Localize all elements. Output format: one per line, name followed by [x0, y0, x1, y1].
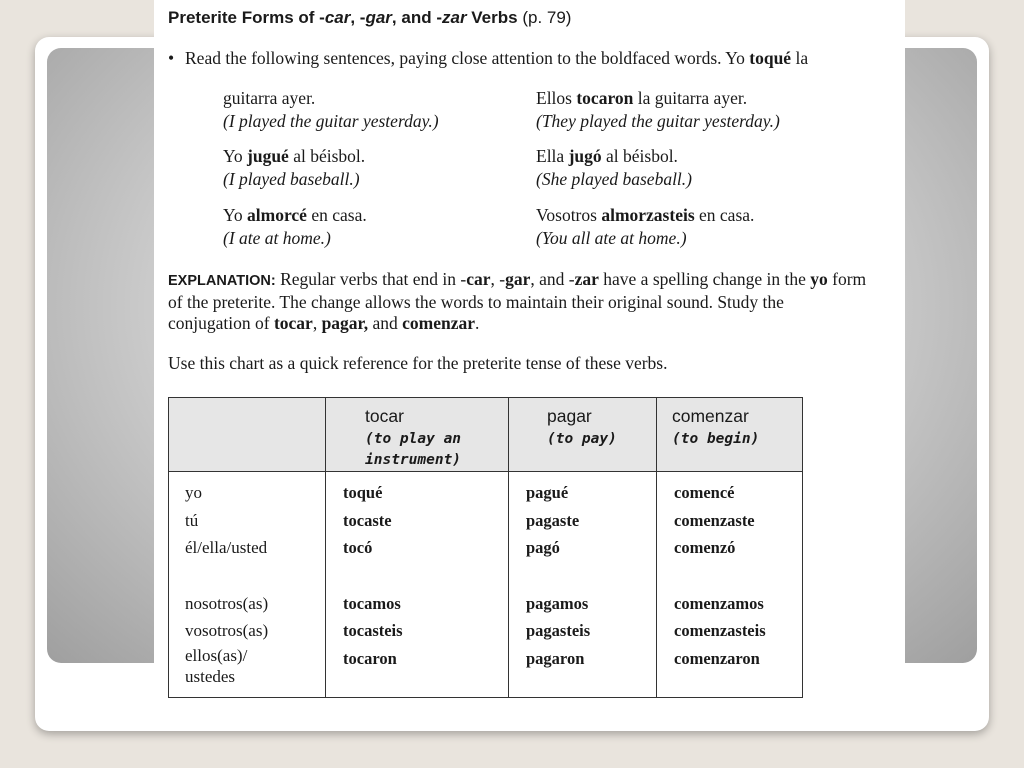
example-text: Ellos	[536, 88, 577, 108]
table-header-pagar	[509, 398, 657, 472]
pagar-column	[509, 472, 657, 698]
pronoun: yo	[185, 483, 202, 502]
conjugation: pagó	[526, 538, 560, 557]
conjugation: pagamos	[526, 593, 589, 613]
table-body-row	[169, 472, 803, 698]
pronoun: nosotros(as)	[185, 593, 269, 613]
example-right-3	[536, 204, 754, 250]
example-bold-verb: almorzasteis	[601, 205, 695, 225]
conjugation: comenzaron	[674, 648, 760, 668]
explanation-text: Regular verbs that end in -	[275, 269, 467, 289]
example-text-end: en casa.	[694, 205, 755, 225]
tocar-column	[326, 472, 509, 698]
heading-suffix: Verbs	[466, 8, 523, 27]
conjugation: comenzó	[674, 538, 736, 557]
column-gloss: (to begin)	[672, 431, 760, 447]
page-heading	[168, 8, 571, 28]
table-header-tocar	[326, 398, 509, 472]
row-gap	[343, 562, 508, 590]
heading-car: car	[324, 8, 351, 27]
conjugation: tocó	[343, 538, 373, 557]
example-bold-verb: jugó	[568, 146, 602, 166]
column-verb: tocar	[365, 406, 404, 426]
column-gloss: (to pay)	[547, 431, 617, 447]
example-text-end: al béisbol.	[288, 146, 366, 166]
explanation-text: .	[475, 313, 480, 333]
example-bold-verb: tocaron	[576, 88, 634, 108]
example-translation: (She played baseball.)	[536, 169, 692, 189]
example-left-3	[223, 204, 367, 250]
explanation-text: , -	[490, 269, 506, 289]
textbook-page	[154, 0, 905, 731]
example-text-end: en casa.	[306, 205, 367, 225]
example-text: Yo	[223, 146, 248, 166]
column-gloss: (to play an instrument)	[365, 431, 462, 468]
example-text: guitarra ayer.	[223, 88, 316, 108]
verb-comenzar: comenzar	[402, 313, 476, 333]
conjugation: pagué	[526, 483, 569, 502]
example-text: Vosotros	[536, 205, 602, 225]
example-translation: (I ate at home.)	[223, 228, 331, 248]
example-right-1	[536, 87, 780, 133]
example-right-2	[536, 145, 692, 191]
example-translation: (They played the guitar yesterday.)	[536, 111, 780, 131]
row-gap	[674, 562, 802, 590]
heading-gar: gar	[365, 8, 392, 27]
example-bold-verb: jugué	[247, 146, 289, 166]
conjugation: pagaron	[526, 648, 585, 668]
heading-prefix: Preterite Forms of -	[168, 8, 325, 27]
conjugation: comenzamos	[674, 593, 764, 613]
instruction-bullet	[168, 48, 808, 69]
pronoun: él/ella/usted	[185, 538, 268, 557]
conjugation: tocaron	[343, 648, 397, 668]
example-left-2	[223, 145, 365, 191]
heading-zar: zar	[441, 8, 467, 27]
explanation-text: form of the preterite. The change allows the words to maintain their original sound. Study the conjugation of	[168, 269, 867, 333]
ending-zar: zar	[574, 269, 599, 289]
example-translation: (I played the guitar yesterday.)	[223, 111, 439, 131]
conjugation: comenzaste	[674, 510, 755, 530]
example-translation: (I played baseball.)	[223, 169, 360, 189]
example-text: Yo	[223, 205, 248, 225]
ending-gar: gar	[505, 269, 531, 289]
explanation-text: ,	[312, 313, 322, 333]
table-header-comenzar	[657, 398, 803, 472]
conjugation: comencé	[674, 483, 735, 502]
conjugation: tocamos	[343, 593, 401, 613]
example-translation: (You all ate at home.)	[536, 228, 687, 248]
chart-note: Use this chart as a quick reference for the preterite tense of these verbs.	[168, 353, 668, 373]
table-header-empty	[169, 398, 326, 472]
row-gap	[185, 562, 325, 590]
pronoun-column	[169, 472, 326, 698]
heading-sep-2: , and -	[391, 8, 442, 27]
example-text-end: la guitarra ayer.	[633, 88, 748, 108]
comenzar-column	[657, 472, 803, 698]
row-gap	[526, 562, 656, 590]
ending-car: car	[466, 269, 491, 289]
example-text: Ella	[536, 146, 569, 166]
instruction-text: Read the following sentences, paying close attention to the boldfaced words. Yo	[185, 48, 750, 68]
verb-tocar: tocar	[273, 313, 313, 333]
example-text-end: al béisbol.	[601, 146, 678, 166]
bullet-icon: •	[168, 48, 175, 68]
heading-sep-1: , -	[350, 8, 366, 27]
conjugation: pagaste	[526, 510, 580, 530]
explanation-paragraph	[168, 269, 868, 334]
example-left-1	[223, 87, 439, 133]
page-reference: (p. 79)	[522, 8, 572, 27]
conjugation: comenzasteis	[674, 621, 766, 640]
conjugation: toqué	[343, 483, 383, 502]
conjugation-table	[168, 397, 803, 698]
conjugation: tocasteis	[343, 621, 403, 640]
pronoun: ellos(as)/ ustedes	[185, 645, 248, 686]
conjugation: pagasteis	[526, 621, 591, 640]
instruction-text-end: la	[791, 48, 809, 68]
explanation-text: and	[368, 313, 403, 333]
instruction-bold-verb: toqué	[749, 48, 792, 68]
pronoun: vosotros(as)	[185, 621, 269, 640]
pronoun: tú	[185, 510, 199, 530]
table-header-row	[169, 398, 803, 472]
explanation-text: , and -	[530, 269, 575, 289]
explanation-text: have a spelling change in the	[598, 269, 811, 289]
verb-pagar: pagar,	[321, 313, 369, 333]
column-verb: comenzar	[672, 406, 749, 426]
example-bold-verb: almorcé	[247, 205, 307, 225]
yo-form: yo	[810, 269, 828, 289]
explanation-label: EXPLANATION:	[168, 273, 276, 289]
column-verb: pagar	[547, 406, 592, 426]
conjugation: tocaste	[343, 510, 392, 530]
